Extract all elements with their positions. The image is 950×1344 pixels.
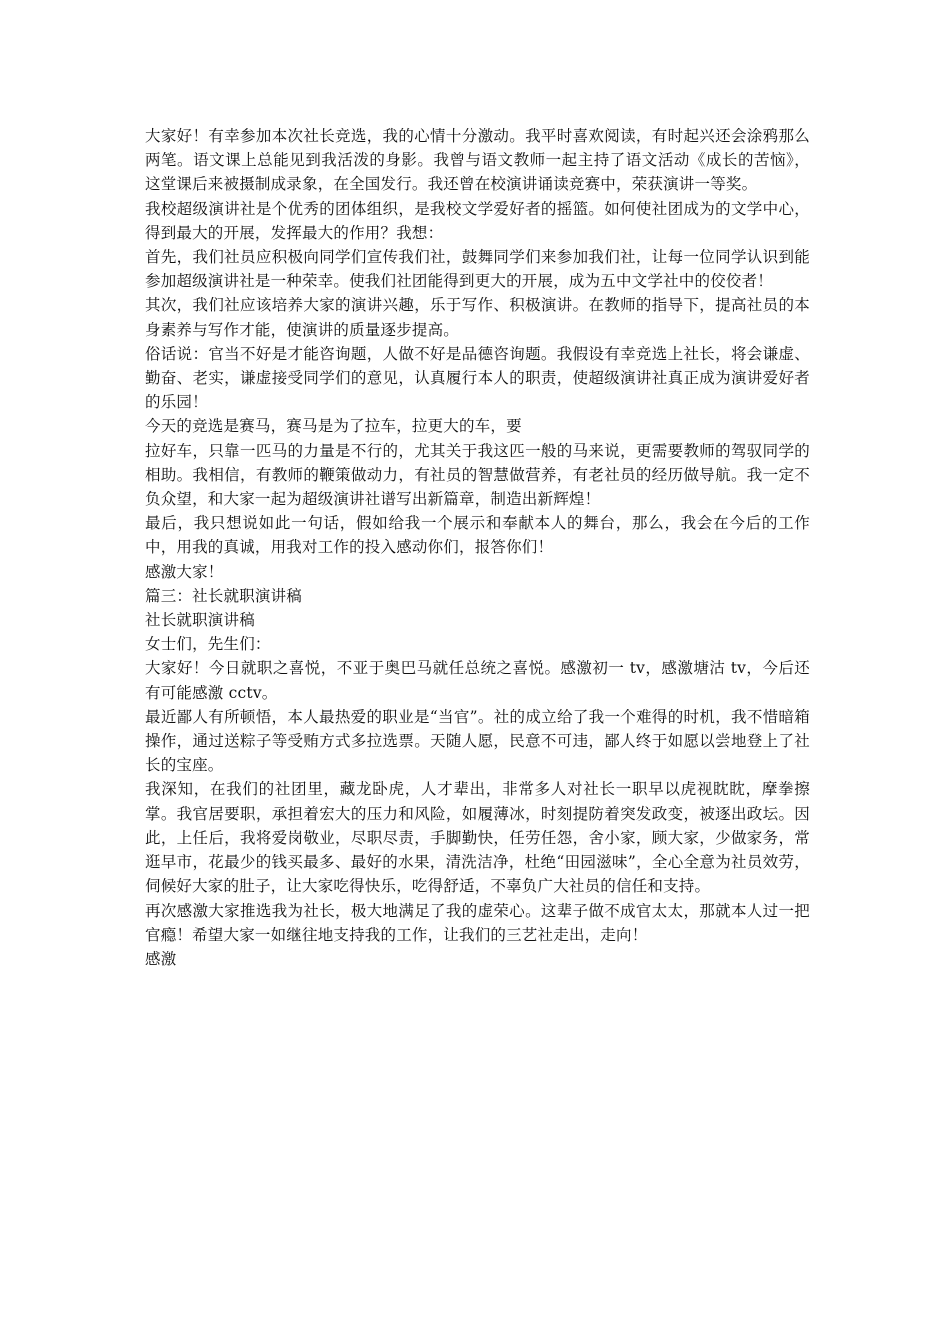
paragraph-thanks: 感激大家！ [145, 562, 224, 581]
paragraph-realization: 最近鄙人有所顿悟，本人最热爱的职业是“当官”。社的成立给了我一个难得的时机，我不惜暗箱操作，通过送粽子等受贿方式多拉选票。天随人愿，民意不可违，鄙人终于如愿以尝地登上了社长的宝座。 [145, 707, 810, 775]
paragraph-horse-race-continued: 拉好车，只靠一匹马的力量是不行的，尤其关于我这匹一般的马来说，更需要教师的驾驭同学的相助。我相信，有教师的鞭策做动力，有社员的智慧做营养，有老社员的经历做导航。我一定不负众望，和大家一起为超级演讲社谱写出新篇章，制造出新辉煌！ [145, 441, 810, 509]
paragraph-proverb: 俗话说：官当不好是才能咨询题，人做不好是品德咨询题。我假设有幸竞选上社长，将会谦虚、勤奋、老实，谦虚接受同学们的意见，认真履行本人的职责，使超级演讲社真正成为演讲爱好者的乐园！ [145, 344, 810, 412]
paragraph-horse-race: 今天的竞选是赛马，赛马是为了拉车，拉更大的车，要 [145, 417, 522, 436]
section-heading: 篇三：社长就职演讲稿 [145, 586, 303, 605]
salutation: 女士们，先生们： [145, 635, 271, 654]
paragraph-finally: 最后，我只想说如此一句话，假如给我一个展示和奉献本人的舞台，那么，我会在今后的工作中，用我的真诚，用我对工作的投入感动你们，报答你们！ [145, 514, 810, 557]
paragraph-self-intro: 大家好！有幸参加本次社长竞选，我的心情十分激动。我平时喜欢阅读，有时起兴还会涂鸦那么两笔。语文课上总能见到我活泼的身影。我曾与语文教师一起主持了语文活动《成长的苦恼》，这堂课后来被摄制成录象，在全国发行。我还曾在校演讲诵读竞赛中，荣获演讲一等奖。 [145, 127, 810, 194]
paragraph-greeting: 大家好！今日就职之喜悦，不亚于奥巴马就任总统之喜悦。感激初一 tv，感激塘沽 tv，今后还有可能感激 cctv。 [145, 659, 810, 702]
paragraph-thanks-again: 再次感激大家推选我为社长，极大地满足了我的虚荣心。这辈子做不成官太太，那就本人过一把官瘾！希望大家一如继往地支持我的工作，让我们的三艺社走出，走向！ [145, 901, 810, 944]
paragraph-club-intro: 我校超级演讲社是个优秀的团体组织，是我校文学爱好者的摇篮。如何使社团成为的文学中心，得到最大的开展，发挥最大的作用？我想： [145, 199, 810, 242]
document-body [145, 124, 810, 971]
paragraph-commitment: 我深知，在我们的社团里，藏龙卧虎，人才辈出，非常多人对社长一职早以虎视眈眈，摩拳擦掌。我官居要职，承担着宏大的压力和风险，如履薄冰，时刻提防着突发政变，被逐出政坛。因此，上任后，我将爱岗敬业，尽职尽责，手脚勤快，任劳任怨，舍小家，顾大家，少做家务，常逛早市，花最少的钱买最多、最好的水果，清洗洁净，杜绝“田园滋味”，全心全意为社员效劳，伺候好大家的肚子，让大家吃得快乐，吃得舒适，不辜负广大社员的信任和支持。 [145, 780, 810, 896]
speech-title: 社长就职演讲稿 [145, 611, 255, 630]
paragraph-second-point: 其次，我们社应该培养大家的演讲兴趣，乐于写作、积极演讲。在教师的指导下，提高社员的本身素养与写作才能，使演讲的质量逐步提高。 [145, 296, 810, 339]
paragraph-first-point: 首先，我们社员应积极向同学们宣传我们社，鼓舞同学们来参加我们社，让每一位同学认识到能参加超级演讲社是一种荣幸。使我们社团能得到更大的开展，成为五中文学社中的佼佼者！ [145, 248, 810, 291]
paragraph-closing: 感激 [145, 949, 177, 968]
